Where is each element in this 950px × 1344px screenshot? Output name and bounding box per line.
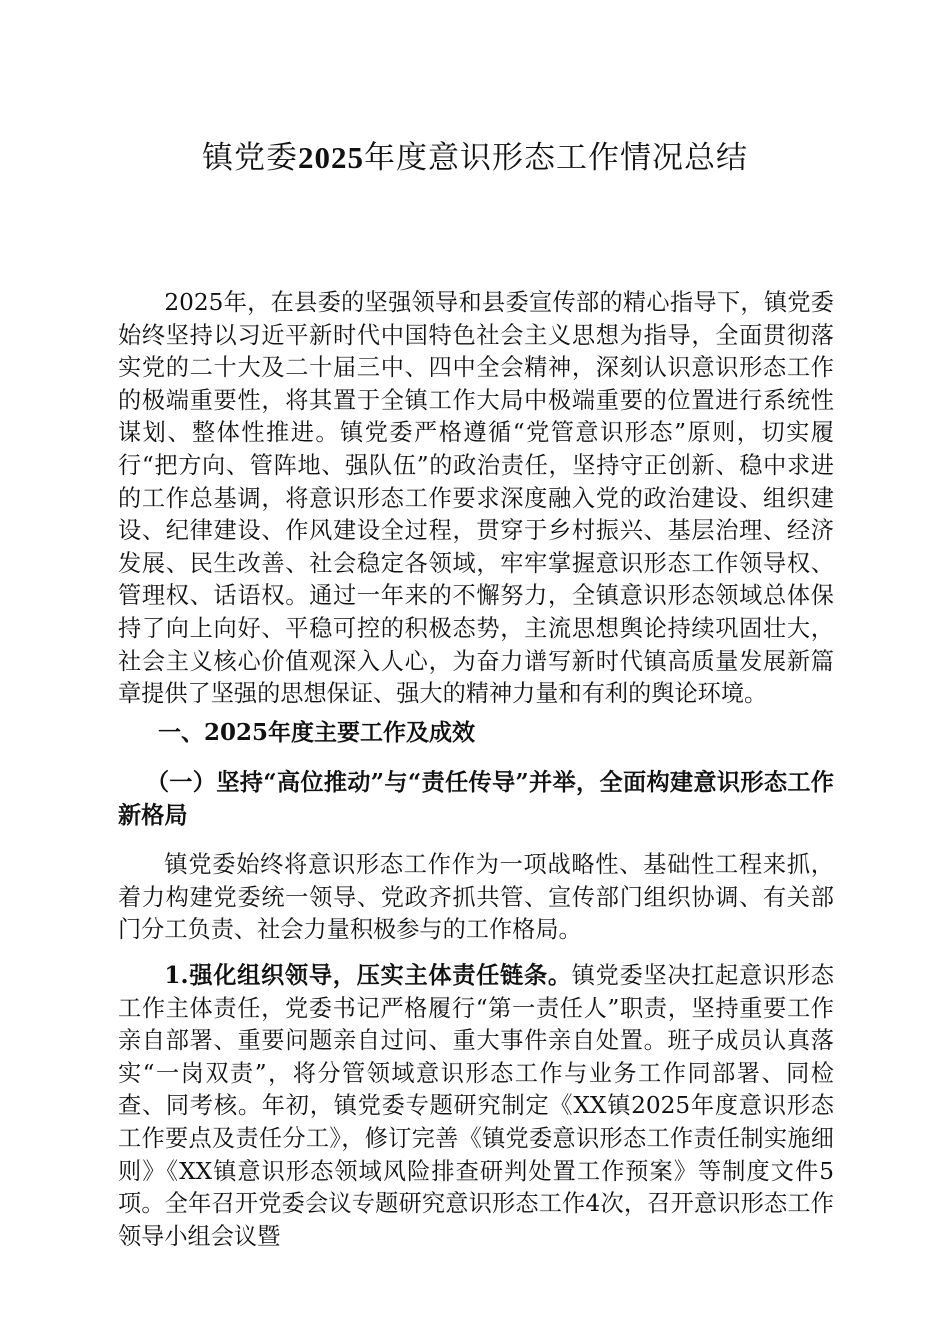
section-heading: 一、2025年度主要工作及成效 — [158, 719, 476, 746]
subsection-paragraph: 镇党委始终将意识形态工作作为一项战略性、基础性工程来抓，着力构建党委统一领导、党政齐抓共管、宣传部门组织协调、有关部门分工负责、社会力量积极参与的工作格局。 — [118, 851, 834, 944]
title-prefix: 镇党委 — [202, 139, 298, 176]
item1-body: 镇党委坚决扛起意识形态工作主体责任，党委书记严格履行“第一责任人”职责，坚持重要工作亲自部署、重要问题亲自过问、重大事件亲自处置。班子成员认真落实“一岗双责”，将分管领域意识形态工作与业务工作同部署、同检查、同考核。年初，镇党委专题研究制定《XX镇2025年度意识形态工作要点及责任分工》，修订完善《镇党委意识形态工作责任制实施细则》《XX镇意识形态领域风险排查研判处置工作预案》等制度文件5项。全年召开党委会议专题研究意识形态工作4次，召开意识形态工作领导小组会议暨 — [118, 962, 834, 1250]
item1-lead: 1.强化组织领导，压实主体责任链条。 — [164, 962, 572, 989]
document-title — [0, 135, 950, 181]
item1-paragraph — [118, 960, 834, 1253]
title-suffix: 年度意识形态工作情况总结 — [364, 139, 748, 176]
intro-paragraph: 2025年，在县委的坚强领导和县委宣传部的精心指导下，镇党委始终坚持以习近平新时代中国特色社会主义思想为指导，全面贯彻落实党的二十大及二十届三中、四中全会精神，深刻认识意识形态工作的极端重要性，将其置于全镇工作大局中极端重要的位置进行系统性谋划、整体性推进。镇党委严格遵循“党管意识形态”原则，切实履行“把方向、管阵地、强队伍”的政治责任，坚持守正创新、稳中求进的工作总基调，将意识形态工作要求深度融入党的政治建设、组织建设、纪律建设、作风建设全过程，贯穿于乡村振兴、基层治理、经济发展、民生改善、社会稳定各领域，牢牢掌握意识形态工作领导权、管理权、话语权。通过一年来的不懈努力，全镇意识形态领域总体保持了向上向好、平稳可控的积极态势，主流思想舆论持续巩固壮大，社会主义核心价值观深入人心，为奋力谱写新时代镇高质量发展新篇章提供了坚强的思想保证、强大的精神力量和有利的舆论环境。 — [118, 289, 834, 708]
subsection-heading: （一）坚持“高位推动”与“责任传导”并举，全面构建意识形态工作新格局 — [118, 769, 834, 829]
title-year: 2025 — [298, 139, 364, 175]
